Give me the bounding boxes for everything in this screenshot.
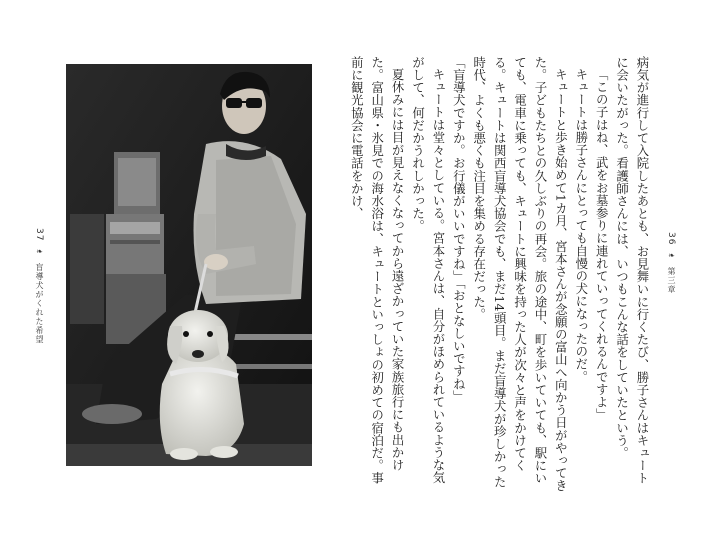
paragraph: キュートは堂々としている。宮本さんは、自分がほめられているような気がして、何だかうれしかった。 <box>410 56 446 485</box>
ornament-icon: ❧ <box>35 247 44 258</box>
paragraph: 病気が進行して入院したあとも、お見舞いに行くたび、勝子さんはキュートに会いたがった。看護師さんには、いつもこんな話をしていたという。 <box>614 56 650 485</box>
chapter-title: 第三章 <box>667 267 676 295</box>
paragraph: 「この子はね、武をお墓参りに連れていってくれるんですよ」 <box>594 68 610 422</box>
ornament-icon: ❧ <box>667 251 676 262</box>
photo-illustration <box>66 64 312 466</box>
paragraph: 夏休みには目が見えなくなってから遠ざかっていた家族旅行にも出かけた。富山県・氷見での海水浴は、キュートといっしょの初めての宿泊だ。事前に観光協会に電話をかけ、 <box>349 56 406 485</box>
right-running-head <box>666 232 677 294</box>
running-title: 盲導犬がくれた希望 <box>35 263 44 345</box>
guide-dog-photo <box>66 64 312 466</box>
paragraph: キュートと歩き始めて1カ月、宮本さんが念願の富山へ向かう日がやってきた。子どもたちとの久しぶりの再会。旅の途中、町を歩いていても、駅にいても、電車に乗っても、キュートに興味を持った人が次々と声をかけてくる。キュートは関西盲導犬協会でも、まだ14頭目。まだ盲導犬が珍しかった時代、よくも悪くも注目を集める存在だった。 <box>471 56 569 493</box>
paragraph: 「盲導犬ですか。お行儀がいいですね」「おとなしいですね」 <box>451 56 467 403</box>
paragraph: キュートは勝子さんにとっても自慢の犬になったのだ。 <box>573 68 589 384</box>
left-running-head <box>34 228 45 344</box>
left-page-number: 37 <box>34 228 44 242</box>
right-page-number: 36 <box>666 232 676 246</box>
body-text <box>349 56 652 496</box>
